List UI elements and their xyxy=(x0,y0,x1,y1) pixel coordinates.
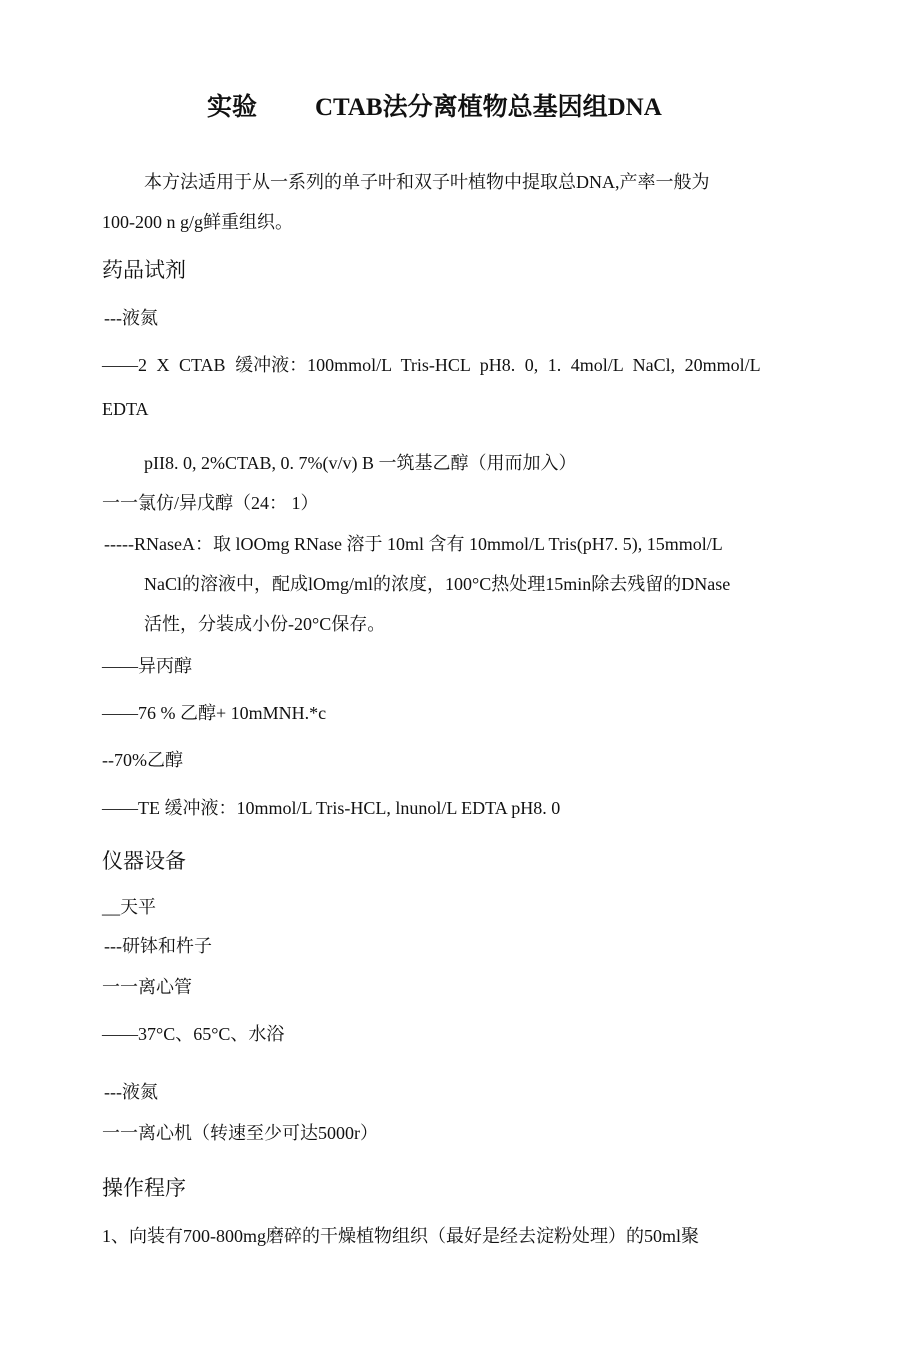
reagent-item: ——2 X CTAB 缓冲液：100mmol/L Tris-HCL pH8. 0, 1. 4mol/L NaCl, 20mmol/L xyxy=(102,355,761,375)
equipment-heading: 仪器设备 xyxy=(102,849,186,873)
procedure-heading: 操作程序 xyxy=(102,1176,186,1200)
equipment-item: ---研钵和杵子 xyxy=(104,936,212,956)
reagent-item: ---液氮 xyxy=(104,308,158,328)
reagent-item: -----RNaseA：取 lOOmg RNase 溶于 10ml 含有 10mmol/L Tris(pH7. 5), 15mmol/L xyxy=(104,534,723,554)
intro-line-2: 100-200 n g/g鲜重组织。 xyxy=(102,212,293,232)
equipment-item: ---液氮 xyxy=(104,1082,158,1102)
reagent-item: 一一氯仿/异戊醇（24： 1） xyxy=(102,493,319,513)
procedure-step: 1、向装有700-800mg磨碎的干燥植物组织（最好是经去淀粉处理）的50ml聚 xyxy=(102,1226,699,1246)
reagents-heading: 药品试剂 xyxy=(102,258,186,282)
title-main: CTAB法分离植物总基因组DNA xyxy=(315,94,662,121)
reagent-item: 活性，分装成小份-20°C保存。 xyxy=(144,614,386,634)
equipment-item: ——37°C、65°C、水浴 xyxy=(102,1024,285,1044)
reagent-item: NaCl的溶液中，配成lOmg/ml的浓度，100°C热处理15min除去残留的DNase xyxy=(144,574,731,594)
equipment-item: 一一离心机（转速至少可达5000r） xyxy=(102,1123,378,1143)
title-prefix: 实验 xyxy=(207,94,258,121)
reagent-item: ——异丙醇 xyxy=(102,656,192,676)
reagent-item: EDTA xyxy=(102,399,149,419)
reagent-item: --70%乙醇 xyxy=(102,750,183,770)
reagent-item: ——TE 缓冲液：10mmol/L Tris-HCL, lnunol/L EDTA pH8. 0 xyxy=(102,798,561,818)
reagent-item: pII8. 0, 2%CTAB, 0. 7%(v/v) B 一筑基乙醇（用而加入） xyxy=(144,453,577,473)
intro-line-1: 本方法适用于从一系列的单子叶和双子叶植物中提取总DNA,产率一般为 xyxy=(144,172,710,192)
equipment-item: __天平 xyxy=(102,897,156,917)
reagent-item: ——76 % 乙醇+ 10mMNH.*c xyxy=(102,703,327,723)
equipment-item: 一一离心管 xyxy=(102,977,192,997)
